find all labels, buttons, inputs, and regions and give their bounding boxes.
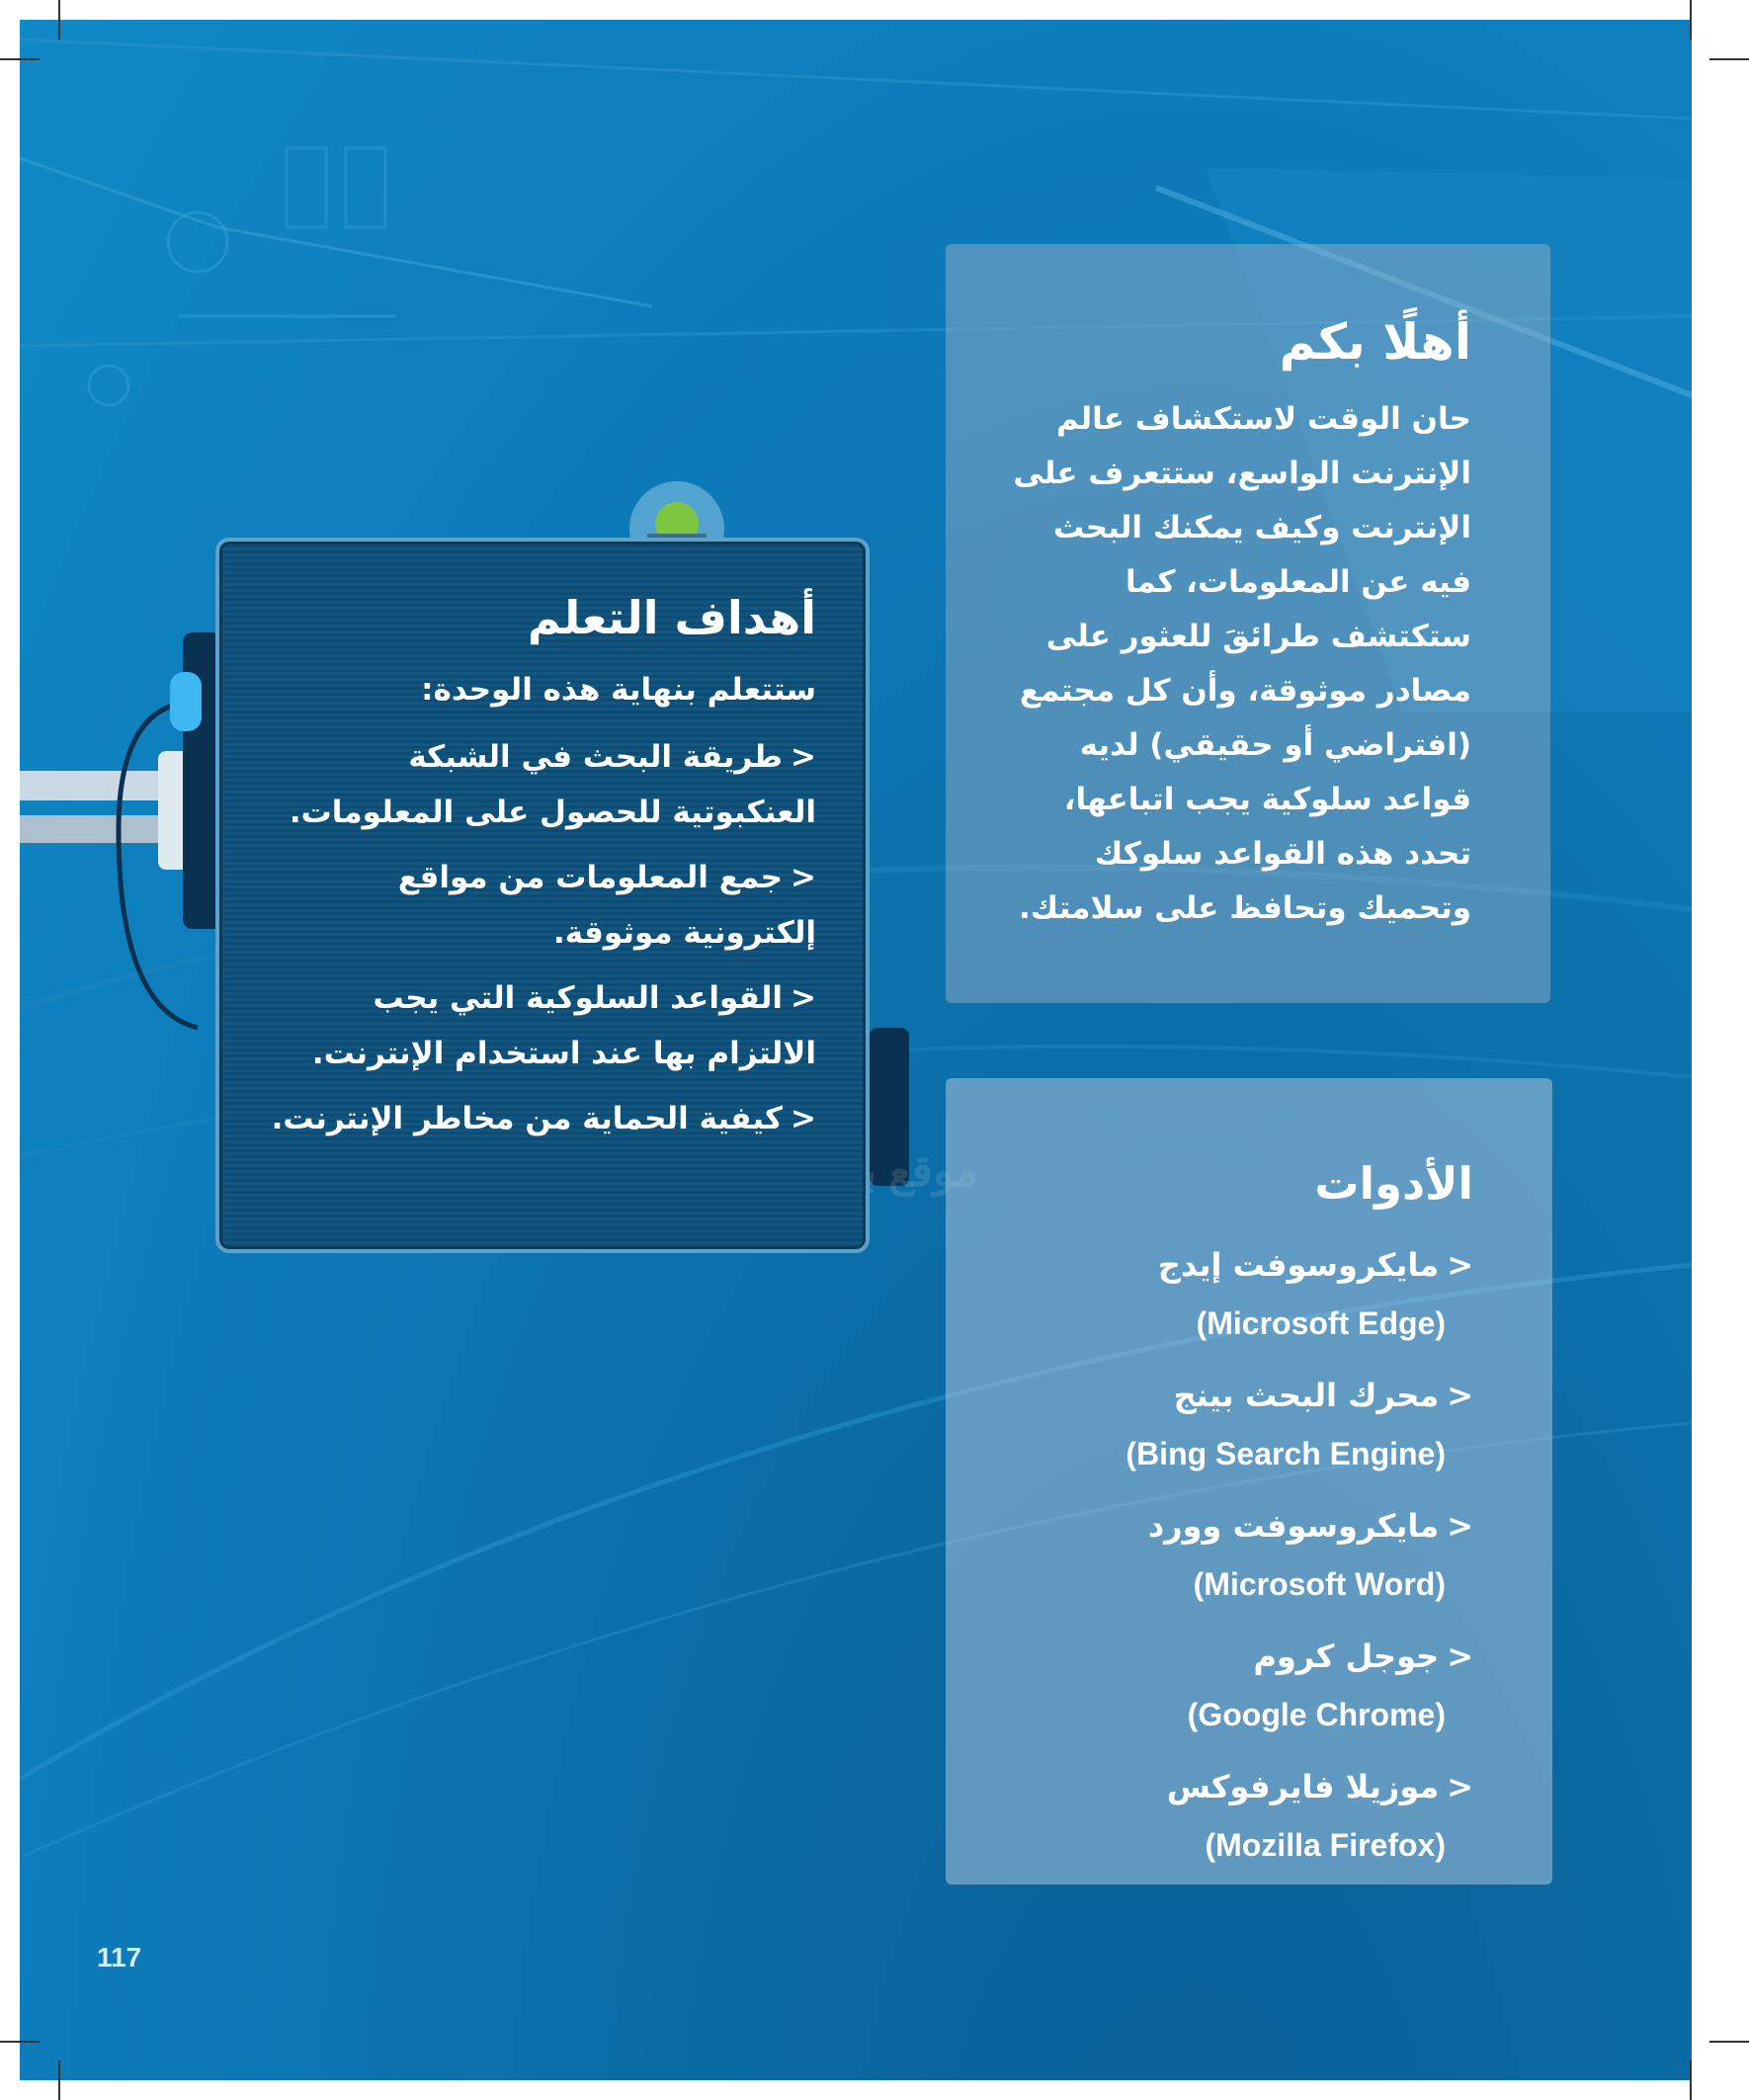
- bullet-arrow-icon: <: [1447, 1246, 1473, 1284]
- tools-list: [1009, 1236, 1473, 1889]
- crop-mark: [1709, 58, 1749, 60]
- list-item: <موزيلا فايرفوكس (Mozilla Firefox): [1009, 1758, 1473, 1875]
- welcome-panel: [946, 244, 1550, 1003]
- goals-intro: ستتعلم بنهاية هذه الوحدة:: [421, 672, 816, 708]
- bullet-arrow-icon: <: [1447, 1768, 1473, 1806]
- list-item: <مايكروسوفت إيدج (Microsoft Edge): [1009, 1236, 1473, 1353]
- tools-title: الأدوات: [1314, 1157, 1473, 1210]
- welcome-body: حان الوقت لاستكشاف عالم الإنترنت الواسع، ستتعرف على الإنترنت وكيف يمكنك البحث فيه عن المعلومات، كما ستكتشف طرائقَ للعثور على مصادر موثوقة، وأن كل مجتمع (افتراضي أو حقيقي) لديه قواعد سلوكية يجب اتباعها، تحدد هذه القواعد سلوكك وتحميك وتحافظ على سلامتك.: [1013, 401, 1471, 926]
- goals-list: [263, 729, 816, 1156]
- crop-mark: [0, 2041, 40, 2043]
- list-item: <جوجل كروم (Google Chrome): [1009, 1628, 1473, 1744]
- bullet-arrow-icon: <: [791, 1101, 816, 1136]
- learning-goals-panel: [215, 538, 870, 1253]
- watermark: موقع: [888, 1147, 979, 1196]
- tools-panel: [946, 1078, 1552, 1885]
- bullet-arrow-icon: <: [1447, 1507, 1473, 1545]
- crop-mark: [58, 0, 60, 40]
- list-item: <جمع المعلومات من مواقع إلكترونية موثوقة.: [263, 850, 816, 961]
- bullet-arrow-icon: <: [791, 860, 816, 895]
- bullet-arrow-icon: <: [791, 980, 816, 1016]
- crop-mark: [58, 2060, 60, 2100]
- list-item: <طريقة البحث في الشبكة العنكبوتية للحصول على المعلومات.: [263, 729, 816, 840]
- welcome-title: أهلًا بكم: [1279, 313, 1471, 371]
- crop-mark: [0, 58, 40, 60]
- crop-mark: [1690, 2060, 1692, 2100]
- crop-mark: [1709, 2041, 1749, 2043]
- list-item: <محرك البحث بينج (Bing Search Engine): [1009, 1367, 1473, 1483]
- bullet-arrow-icon: <: [791, 739, 816, 775]
- list-item: <القواعد السلوكية التي يجب الالتزام بها عند استخدام الإنترنت.: [263, 970, 816, 1081]
- bullet-arrow-icon: <: [1447, 1377, 1473, 1414]
- crop-mark: [1690, 0, 1692, 40]
- bullet-arrow-icon: <: [1447, 1638, 1473, 1675]
- list-item: <مايكروسوفت وورد (Microsoft Word): [1009, 1497, 1473, 1614]
- goals-title: أهداف التعلم: [527, 591, 816, 644]
- page-number: 117: [97, 1942, 142, 1973]
- list-item: <كيفية الحماية من مخاطر الإنترنت.: [263, 1091, 816, 1146]
